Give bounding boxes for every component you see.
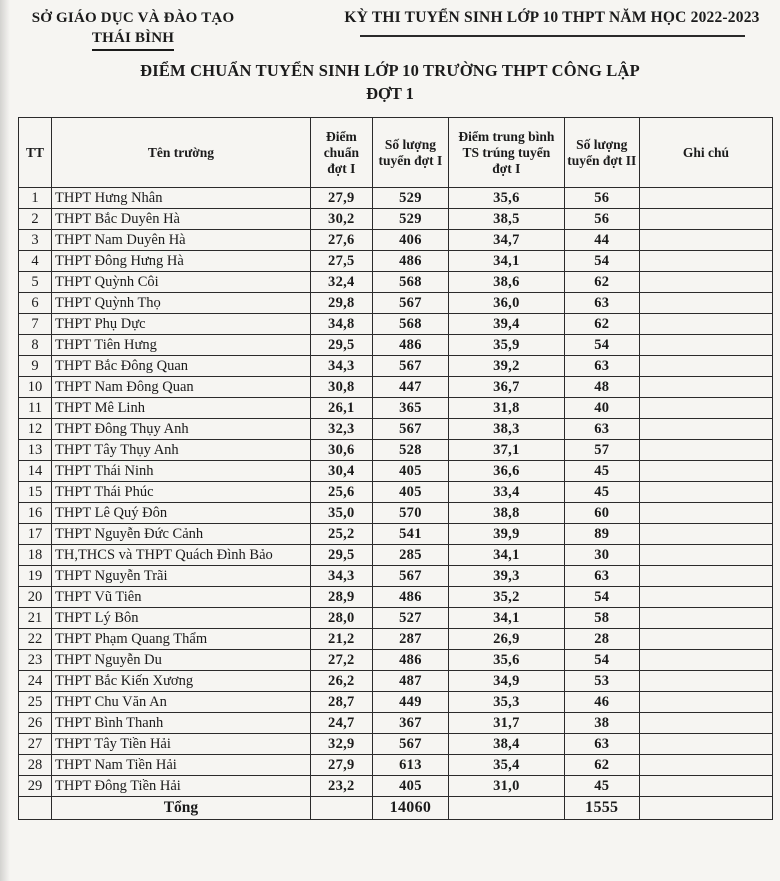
issuing-agency [28,8,238,51]
cutoff-score-round1: 21,2 [310,629,372,650]
avg-score-round1: 39,9 [449,524,565,545]
avg-score-round1: 34,1 [449,608,565,629]
avg-score-round1: 38,4 [449,734,565,755]
row-index: 28 [19,755,52,776]
school-name: THPT Quỳnh Thọ [52,293,311,314]
row-index: 15 [19,482,52,503]
quota-round1: 529 [372,209,448,230]
row-index: 29 [19,776,52,797]
avg-score-round1: 26,9 [449,629,565,650]
cutoff-score-round1: 25,6 [310,482,372,503]
school-name: THPT Nam Đông Quan [52,377,311,398]
note-cell [639,209,772,230]
total-quota-round2: 1555 [564,797,639,820]
quota-round2: 30 [564,545,639,566]
table-row [19,587,773,608]
total-index-cell [19,797,52,820]
note-cell [639,461,772,482]
table-row [19,461,773,482]
quota-round1: 486 [372,335,448,356]
table-row [19,419,773,440]
table-row [19,713,773,734]
quota-round2: 46 [564,692,639,713]
cutoff-score-round1: 28,0 [310,608,372,629]
quota-round1: 568 [372,314,448,335]
school-name: THPT Nam Duyên Hà [52,230,311,251]
quota-round1: 365 [372,398,448,419]
quota-round2: 57 [564,440,639,461]
quota-round1: 541 [372,524,448,545]
cutoff-score-round1: 27,9 [310,755,372,776]
school-name: THPT Đông Thụy Anh [52,419,311,440]
avg-score-round1: 31,0 [449,776,565,797]
cutoff-score-round1: 29,5 [310,335,372,356]
table-row [19,482,773,503]
row-index: 11 [19,398,52,419]
note-cell [639,251,772,272]
avg-score-round1: 38,5 [449,209,565,230]
table-row [19,188,773,209]
avg-score-round1: 35,4 [449,755,565,776]
cutoff-score-round1: 32,9 [310,734,372,755]
cutoff-score-round1: 34,3 [310,356,372,377]
note-cell [639,440,772,461]
row-index: 26 [19,713,52,734]
quota-round1: 487 [372,671,448,692]
table-row [19,608,773,629]
quota-round2: 45 [564,461,639,482]
row-index: 21 [19,608,52,629]
school-name: THPT Lê Quý Đôn [52,503,311,524]
note-cell [639,650,772,671]
quota-round1: 529 [372,188,448,209]
total-row [19,797,773,820]
total-note-cell [639,797,772,820]
row-index: 27 [19,734,52,755]
note-cell [639,713,772,734]
quota-round2: 54 [564,251,639,272]
school-name: THPT Bắc Duyên Hà [52,209,311,230]
row-index: 8 [19,335,52,356]
table-body [19,188,773,797]
cutoff-score-round1: 30,6 [310,440,372,461]
cutoff-score-round1: 30,8 [310,377,372,398]
row-index: 25 [19,692,52,713]
cutoff-score-round1: 32,3 [310,419,372,440]
table-row [19,671,773,692]
quota-round2: 40 [564,398,639,419]
table-row [19,440,773,461]
quota-round1: 449 [372,692,448,713]
avg-score-round1: 35,3 [449,692,565,713]
avg-score-round1: 36,0 [449,293,565,314]
admission-score-table [18,117,773,820]
cutoff-score-round1: 27,9 [310,188,372,209]
total-cutoff-cell [310,797,372,820]
quota-round1: 567 [372,419,448,440]
avg-score-round1: 39,4 [449,314,565,335]
header-school-name: Tên trường [52,118,311,188]
document-title: ĐIỂM CHUẨN TUYỂN SINH LỚP 10 TRƯỜNG THPT CÔNG LẬP [140,61,640,80]
note-cell [639,398,772,419]
school-name: THPT Lý Bôn [52,608,311,629]
cutoff-score-round1: 25,2 [310,524,372,545]
note-cell [639,587,772,608]
school-name: THPT Nam Tiền Hải [52,755,311,776]
table-row [19,776,773,797]
table-row [19,209,773,230]
table-row [19,314,773,335]
quota-round1: 486 [372,251,448,272]
school-name: THPT Hưng Nhân [52,188,311,209]
exam-header [330,8,774,37]
table-header [19,118,773,188]
table-row [19,272,773,293]
cutoff-score-round1: 28,7 [310,692,372,713]
school-name: THPT Tiên Hưng [52,335,311,356]
row-index: 1 [19,188,52,209]
cutoff-score-round1: 23,2 [310,776,372,797]
table-row [19,398,773,419]
agency-province: THÁI BÌNH [92,28,174,51]
header-cutoff-score: Điểm chuẩn đợt I [310,118,372,188]
note-cell [639,671,772,692]
quota-round2: 60 [564,503,639,524]
avg-score-round1: 38,8 [449,503,565,524]
cutoff-score-round1: 24,7 [310,713,372,734]
row-index: 7 [19,314,52,335]
quota-round2: 89 [564,524,639,545]
avg-score-round1: 35,2 [449,587,565,608]
quota-round2: 48 [564,377,639,398]
note-cell [639,188,772,209]
quota-round2: 54 [564,335,639,356]
table-row [19,524,773,545]
school-name: THPT Thái Ninh [52,461,311,482]
quota-round1: 405 [372,776,448,797]
quota-round2: 44 [564,230,639,251]
quota-round2: 58 [564,608,639,629]
table-row [19,503,773,524]
school-name: THPT Đông Hưng Hà [52,251,311,272]
school-name: THPT Chu Văn An [52,692,311,713]
note-cell [639,734,772,755]
table-row [19,734,773,755]
quota-round1: 285 [372,545,448,566]
row-index: 3 [19,230,52,251]
note-cell [639,545,772,566]
row-index: 19 [19,566,52,587]
cutoff-score-round1: 35,0 [310,503,372,524]
row-index: 16 [19,503,52,524]
header-note: Ghi chú [639,118,772,188]
total-quota-round1: 14060 [372,797,448,820]
avg-score-round1: 35,9 [449,335,565,356]
table-footer [19,797,773,820]
note-cell [639,482,772,503]
note-cell [639,503,772,524]
note-cell [639,293,772,314]
quota-round2: 28 [564,629,639,650]
quota-round2: 62 [564,755,639,776]
cutoff-score-round1: 30,2 [310,209,372,230]
table-row [19,377,773,398]
row-index: 20 [19,587,52,608]
note-cell [639,692,772,713]
quota-round1: 367 [372,713,448,734]
school-name: THPT Nguyễn Trãi [52,566,311,587]
row-index: 13 [19,440,52,461]
avg-score-round1: 34,1 [449,251,565,272]
quota-round2: 54 [564,650,639,671]
cutoff-score-round1: 30,4 [310,461,372,482]
school-name: THPT Phụ Dực [52,314,311,335]
quota-round1: 567 [372,293,448,314]
row-index: 4 [19,251,52,272]
note-cell [639,314,772,335]
table-row [19,650,773,671]
cutoff-score-round1: 34,3 [310,566,372,587]
quota-round2: 63 [564,734,639,755]
note-cell [639,356,772,377]
note-cell [639,335,772,356]
cutoff-score-round1: 26,1 [310,398,372,419]
quota-round2: 63 [564,356,639,377]
total-label: Tổng [52,797,311,820]
quota-round2: 56 [564,188,639,209]
avg-score-round1: 33,4 [449,482,565,503]
school-name: THPT Nguyễn Đức Cảnh [52,524,311,545]
quota-round1: 528 [372,440,448,461]
cutoff-score-round1: 27,2 [310,650,372,671]
exam-title: KỲ THI TUYỂN SINH LỚP 10 THPT NĂM HỌC 2022-2023 [344,9,760,26]
avg-score-round1: 36,7 [449,377,565,398]
quota-round1: 406 [372,230,448,251]
avg-score-round1: 37,1 [449,440,565,461]
note-cell [639,776,772,797]
table-row [19,629,773,650]
cutoff-score-round1: 28,9 [310,587,372,608]
header-quota-round1: Số lượng tuyển đợt I [372,118,448,188]
quota-round2: 62 [564,272,639,293]
school-name: THPT Bắc Kiến Xương [52,671,311,692]
school-name: THPT Quỳnh Côi [52,272,311,293]
note-cell [639,524,772,545]
row-index: 22 [19,629,52,650]
row-index: 24 [19,671,52,692]
avg-score-round1: 34,1 [449,545,565,566]
row-index: 2 [19,209,52,230]
row-index: 18 [19,545,52,566]
quota-round2: 45 [564,482,639,503]
quota-round1: 567 [372,356,448,377]
table-row [19,251,773,272]
school-name: TH,THCS và THPT Quách Đình Bảo [52,545,311,566]
note-cell [639,566,772,587]
note-cell [639,272,772,293]
cutoff-score-round1: 29,8 [310,293,372,314]
row-index: 6 [19,293,52,314]
quota-round2: 62 [564,314,639,335]
school-name: THPT Tây Tiền Hải [52,734,311,755]
header-avg-score: Điểm trung bình TS trúng tuyển đợt I [449,118,565,188]
row-index: 5 [19,272,52,293]
total-avg-cell [449,797,565,820]
quota-round1: 447 [372,377,448,398]
avg-score-round1: 35,6 [449,188,565,209]
school-name: THPT Phạm Quang Thẩm [52,629,311,650]
row-index: 9 [19,356,52,377]
avg-score-round1: 31,7 [449,713,565,734]
row-index: 12 [19,419,52,440]
quota-round2: 63 [564,419,639,440]
quota-round2: 45 [564,776,639,797]
avg-score-round1: 38,3 [449,419,565,440]
avg-score-round1: 39,3 [449,566,565,587]
quota-round1: 405 [372,482,448,503]
quota-round2: 63 [564,293,639,314]
school-name: THPT Đông Tiền Hải [52,776,311,797]
avg-score-round1: 34,7 [449,230,565,251]
school-name: THPT Bình Thanh [52,713,311,734]
school-name: THPT Tây Thụy Anh [52,440,311,461]
table-row [19,230,773,251]
avg-score-round1: 35,6 [449,650,565,671]
school-name: THPT Mê Linh [52,398,311,419]
note-cell [639,608,772,629]
avg-score-round1: 38,6 [449,272,565,293]
row-index: 14 [19,461,52,482]
avg-score-round1: 31,8 [449,398,565,419]
table-row [19,356,773,377]
cutoff-score-round1: 32,4 [310,272,372,293]
table-row [19,692,773,713]
quota-round2: 54 [564,587,639,608]
quota-round1: 567 [372,734,448,755]
table-row [19,293,773,314]
note-cell [639,230,772,251]
cutoff-score-round1: 29,5 [310,545,372,566]
cutoff-score-round1: 34,8 [310,314,372,335]
avg-score-round1: 39,2 [449,356,565,377]
row-index: 17 [19,524,52,545]
header-index: TT [19,118,52,188]
exam-title-rule [360,35,745,37]
note-cell [639,419,772,440]
quota-round2: 38 [564,713,639,734]
table-row [19,566,773,587]
cutoff-score-round1: 26,2 [310,671,372,692]
quota-round1: 405 [372,461,448,482]
note-cell [639,377,772,398]
school-name: THPT Nguyễn Du [52,650,311,671]
quota-round2: 53 [564,671,639,692]
header-quota-round2: Số lượng tuyển đợt II [564,118,639,188]
quota-round1: 486 [372,587,448,608]
note-cell [639,629,772,650]
quota-round1: 287 [372,629,448,650]
quota-round2: 63 [564,566,639,587]
cutoff-score-round1: 27,6 [310,230,372,251]
table-row [19,755,773,776]
school-name: THPT Vũ Tiên [52,587,311,608]
quota-round1: 486 [372,650,448,671]
school-name: THPT Thái Phúc [52,482,311,503]
row-index: 23 [19,650,52,671]
quota-round1: 613 [372,755,448,776]
quota-round2: 56 [564,209,639,230]
cutoff-score-round1: 27,5 [310,251,372,272]
document-subtitle: ĐỢT 1 [366,84,414,103]
quota-round1: 527 [372,608,448,629]
quota-round1: 570 [372,503,448,524]
table-row [19,335,773,356]
quota-round1: 567 [372,566,448,587]
quota-round1: 568 [372,272,448,293]
avg-score-round1: 34,9 [449,671,565,692]
note-cell [639,755,772,776]
school-name: THPT Bắc Đông Quan [52,356,311,377]
row-index: 10 [19,377,52,398]
avg-score-round1: 36,6 [449,461,565,482]
table-row [19,545,773,566]
agency-name: SỞ GIÁO DỤC VÀ ĐÀO TẠO [31,10,235,26]
